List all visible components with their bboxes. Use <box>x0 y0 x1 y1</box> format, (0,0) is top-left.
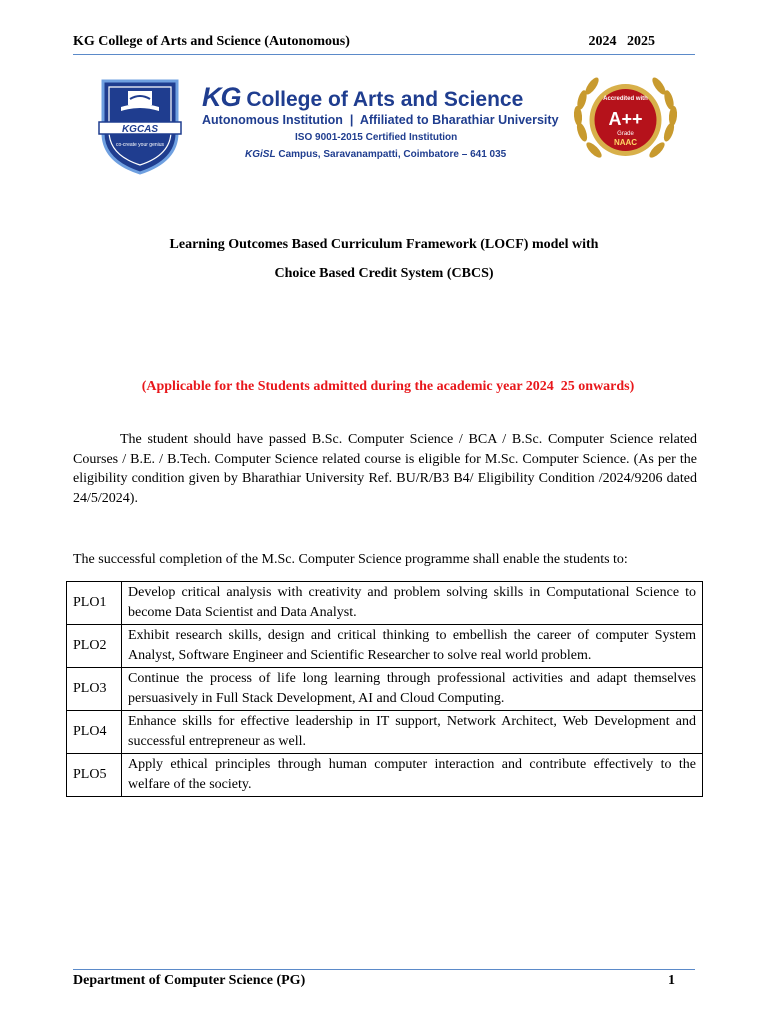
iso-certification: ISO 9001-2015 Certified Institution <box>295 132 458 143</box>
naac-accreditation-seal <box>568 70 683 175</box>
naac-grade-label: Grade <box>617 131 634 137</box>
plo-code: PLO1 <box>67 582 122 625</box>
table-row <box>67 625 703 668</box>
applicable-note: (Applicable for the Students admitted during the academic year 2024 25 onwards) <box>141 379 635 394</box>
plo-code: PLO2 <box>67 625 122 668</box>
table-row <box>67 754 703 797</box>
plo-table <box>66 581 703 797</box>
footer-department: Department of Computer Science (PG) <box>73 973 306 988</box>
college-banner <box>90 70 690 175</box>
naac-org: NAAC <box>613 138 638 147</box>
crest-text: KGCAS <box>121 124 159 135</box>
plo-code: PLO3 <box>67 668 122 711</box>
plo-description: Continue the process of life long learning through professional activities and adapt themselves persuasively in Full Stack Development, AI and Cloud Computing. <box>122 668 703 711</box>
campus-address <box>245 149 506 160</box>
college-crest-logo <box>95 75 185 175</box>
table-row <box>67 668 703 711</box>
table-row <box>67 711 703 754</box>
campus-brand: KGiSL <box>245 149 276 160</box>
plo-description: Apply ethical principles through human computer interaction and contribute effectively to the welfare of the society. <box>122 754 703 797</box>
header-rule <box>73 54 695 55</box>
header-college: KG College of Arts and Science (Autonomous) <box>73 34 350 49</box>
plo-description: Exhibit research skills, design and critical thinking to embellish the career of computer System Analyst, Software Engineer and Scientific Researcher to solve real world problem. <box>122 625 703 668</box>
college-name-text: College of Arts and Science <box>240 88 524 111</box>
page-number: 1 <box>668 973 675 988</box>
table-row <box>67 582 703 625</box>
footer-rule <box>73 969 695 970</box>
naac-accredited-text: Accredited with <box>603 96 648 102</box>
plo-code: PLO4 <box>67 711 122 754</box>
plo-description: Develop critical analysis with creativity and problem solving skills in Computational Science to become Data Scientist and Data Analyst. <box>122 582 703 625</box>
kg-brand: KG <box>202 82 241 112</box>
framework-title-line1: Learning Outcomes Based Curriculum Framework (LOCF) model with <box>169 237 599 252</box>
college-affiliation: Autonomous Institution | Affiliated to Bharathiar University <box>202 113 559 127</box>
plo-code: PLO5 <box>67 754 122 797</box>
college-name <box>202 82 523 113</box>
programme-intro: The successful completion of the M.Sc. Computer Science programme shall enable the students to: <box>73 552 628 567</box>
campus-address-text: Campus, Saravanampatti, Coimbatore – 641 035 <box>275 149 507 160</box>
plo-description: Enhance skills for effective leadership in IT support, Network Architect, Web Development and successful entrepreneur as well. <box>122 711 703 754</box>
crest-motto: co-create your genius <box>115 142 165 148</box>
naac-grade: A++ <box>608 109 643 129</box>
eligibility-paragraph: The student should have passed B.Sc. Computer Science / BCA / B.Sc. Computer Science related Courses / B.E. / B.Tech. Computer Science related course is eligible for M.Sc. Computer Science. (As per the eligibility condition given by Bharathiar University Ref. BU/R/B3 B4/ Eligibility Condition /2024/9206 dated 24/5/2024). <box>73 432 697 506</box>
framework-title-line2: Choice Based Credit System (CBCS) <box>274 266 494 281</box>
header-year: 2024 2025 <box>588 34 655 49</box>
